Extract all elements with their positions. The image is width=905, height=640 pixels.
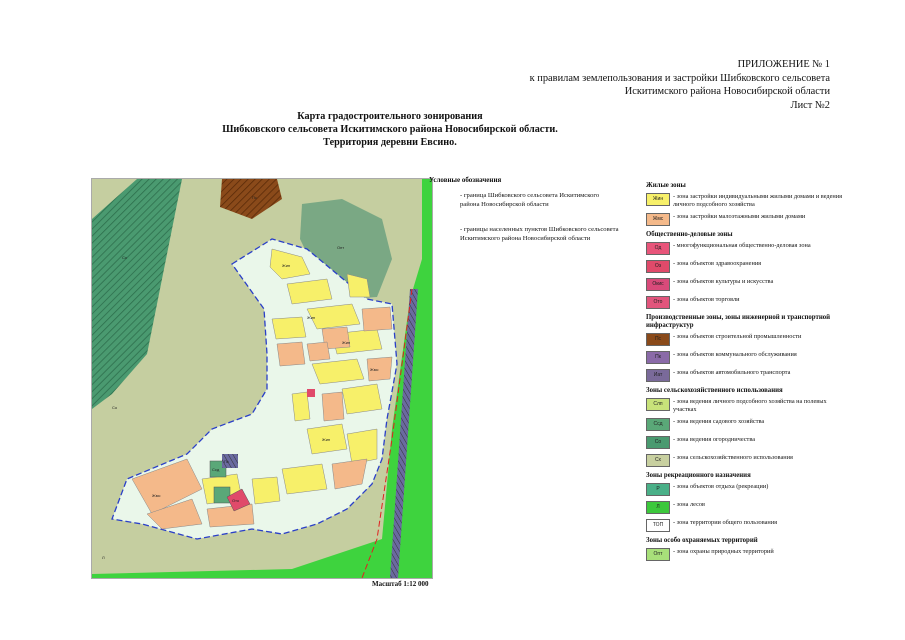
legend-section-heading: Общественно-деловые зоны [646, 231, 733, 239]
header-line: Лист №2 [790, 99, 830, 111]
zone-swatch-icon: Ссд [646, 418, 670, 431]
zone-description: - зона ведения огородничества [673, 436, 755, 444]
map-label: Жин [322, 437, 331, 442]
legend-zone-item [646, 501, 844, 514]
zone-description: - зона ведения личного подсобного хозяйства на полевых участках [673, 398, 827, 413]
legend-zone-item [646, 278, 844, 291]
map-label: Пс [252, 195, 257, 200]
zone-swatch-icon: Жин [646, 193, 670, 206]
legend-section-heading: Зоны сельскохозяйственного использования [646, 387, 783, 395]
legend-zone-item [646, 418, 844, 431]
legend-zone-item [646, 351, 844, 364]
zone-description: - зона охраны природных территорий [673, 548, 774, 556]
legend-zone-item [646, 193, 844, 208]
zone-description: - зона объектов автомобильного транспорта [673, 369, 791, 377]
legend-zone-item [646, 454, 844, 467]
zone-swatch-icon: Р [646, 483, 670, 496]
header-line: ПРИЛОЖЕНИЕ № 1 [737, 59, 830, 70]
zone-description: - зона объектов культуры и искусства [673, 278, 774, 286]
title-line: Территория деревни Евсино. [323, 137, 457, 148]
zone-swatch-icon: Со [646, 436, 670, 449]
map-label: Жин [342, 340, 351, 345]
map-label: Пк [224, 459, 229, 464]
legend-zone-item [646, 483, 844, 496]
legend-zone-item [646, 369, 844, 382]
zone-swatch-icon: Сх [646, 454, 670, 467]
zoning-map[interactable] [91, 178, 433, 579]
map-label: Со [112, 405, 118, 410]
zone-description: - зона объектов торговли [673, 296, 740, 304]
garden-plot [214, 487, 230, 503]
legend-section-heading: Производственные зоны, зоны инженерной и транспортной инфраструктур [646, 314, 831, 330]
legend-text: - границы населенных пунктов Шибковского сельсовета Искитимского района Новосибирской области [460, 226, 619, 242]
legend-text: - граница Шибковского сельсовета Искитимского района Новосибирской области [460, 192, 600, 208]
zone-swatch-icon: Пк [646, 351, 670, 364]
zone-swatch-icon: Слп [646, 398, 670, 411]
map-scale: Масштаб 1:12 000 [372, 580, 429, 588]
title-line: Карта градостроительного зонирования [297, 111, 483, 122]
zone-description: - зона объектов коммунального обслуживания [673, 351, 797, 359]
zone-swatch-icon: Иат [646, 369, 670, 382]
zone-description: - многофункциональная общественно-деловая зона [673, 242, 811, 250]
map-label: Сх [122, 255, 127, 260]
legend-zone-item [646, 296, 844, 309]
legend-zone-item [646, 213, 844, 226]
map-label: Опт [337, 245, 345, 250]
zone-description: - зона ведения садового хозяйства [673, 418, 765, 426]
map-label: Л [102, 555, 105, 560]
map-canvas [92, 179, 432, 578]
zone-description: - зона застройки малоэтажными жилыми домами [673, 213, 806, 221]
legend-section-heading: Зоны особо охраняемых территорий [646, 537, 758, 545]
zone-description: - зона лесов [673, 501, 706, 509]
legend-zones [644, 178, 844, 566]
zone-swatch-icon: Ото [646, 296, 670, 309]
zone-description: - зона сельскохозяйственного использования [673, 454, 793, 462]
legend-zone-item [646, 519, 844, 532]
legend-zone-item [646, 398, 844, 413]
map-label: Ссд [212, 467, 220, 472]
legend-main [426, 176, 626, 260]
legend-zone-item [646, 260, 844, 273]
legend-zone-item [646, 436, 844, 449]
legend-section-heading: Жилые зоны [646, 182, 686, 189]
zone-description: - зона объектов отдыха (рекреации) [673, 483, 769, 491]
map-label: Жин [307, 315, 316, 320]
legend-blue-border [426, 226, 626, 260]
zone-description: - зона объектов строительной промышленности [673, 333, 802, 341]
zone-description: - зона застройки индивидуальными жилыми домами и ведения личного подсобного хозяйства [673, 193, 843, 208]
zone-swatch-icon: Од [646, 242, 670, 255]
legend-zone-item [646, 242, 844, 255]
zone-swatch-icon: Жмс [646, 213, 670, 226]
zone-description: - зона объектов здравоохранения [673, 260, 762, 268]
header-line: Искитимского района Новосибирской области [624, 86, 830, 97]
header-line: к правилам землепользования и застройки Шибковского сельсовета [529, 72, 830, 84]
map-label: Ото [232, 498, 240, 503]
zone-description: - зона территории общего пользования [673, 519, 778, 527]
map-label: Жмс [370, 367, 379, 372]
legend-red-border [426, 192, 626, 226]
zone-swatch-icon: Оз [646, 260, 670, 273]
map-label: Жмс [152, 493, 161, 498]
legend-section-heading: Зоны рекреационного назначения [646, 472, 751, 480]
map-label: Жин [282, 263, 291, 268]
legend-zone-item [646, 548, 844, 561]
zone-swatch-icon: Опт [646, 548, 670, 561]
title-line: Шибковского сельсовета Искитимского района Новосибирской области. [222, 124, 558, 135]
legend-zone-item [646, 333, 844, 346]
legend-main-heading: Условные обозначения [429, 176, 502, 184]
appendix-header [530, 58, 830, 112]
map-title [200, 110, 580, 149]
zone-swatch-icon: Л [646, 501, 670, 514]
zone-swatch-icon: Пс [646, 333, 670, 346]
public-zone-small [307, 389, 315, 397]
zone-swatch-icon: ТОП [646, 519, 670, 532]
zone-swatch-icon: Окис [646, 278, 670, 291]
